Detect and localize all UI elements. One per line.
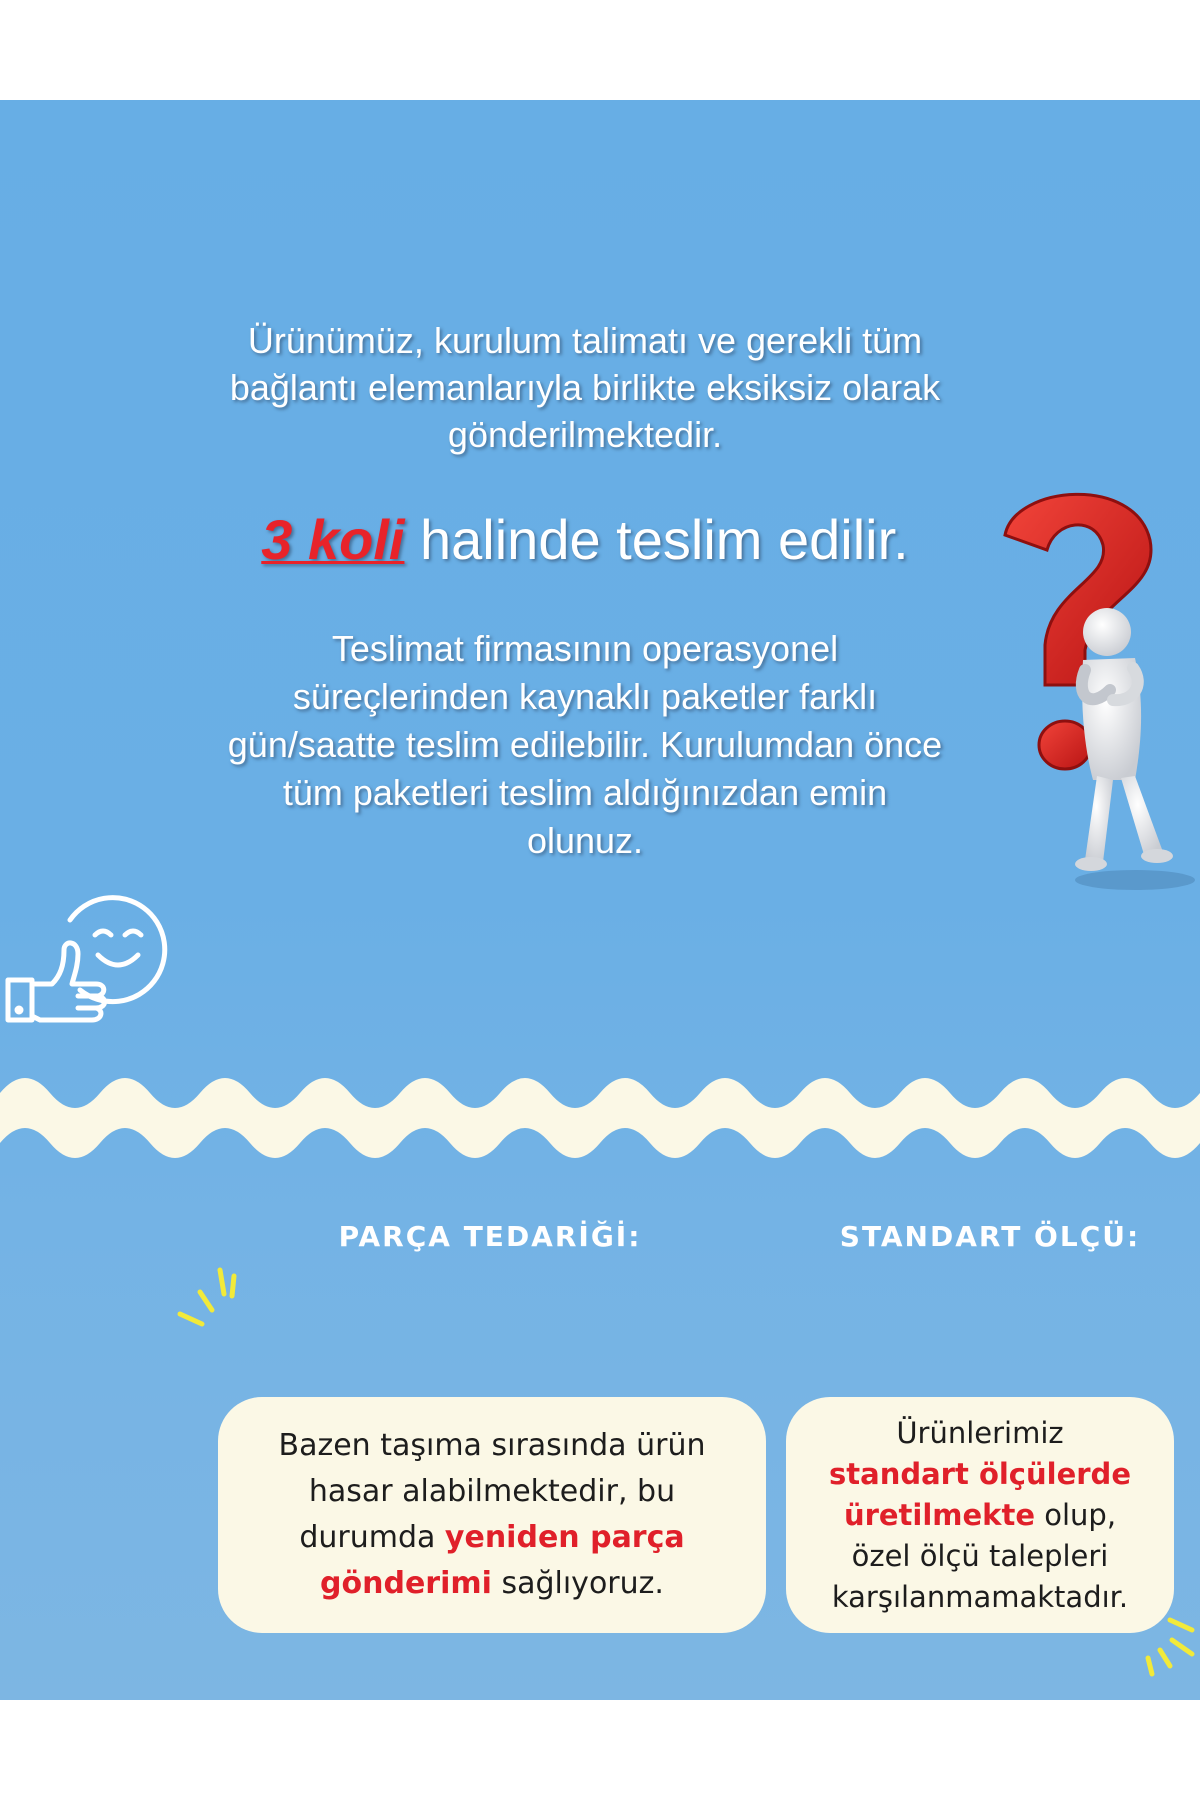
note-line-3: gün/saatte teslim edilebilir. Kurulumdan önce	[227, 724, 943, 765]
parts-line-4-post: sağlıyoruz.	[491, 1566, 664, 1601]
standard-highlight-1: standart ölçülerde	[829, 1456, 1131, 1491]
intro-line-2: bağlantı elemanlarıyla birlikte eksiksiz olarak	[229, 367, 941, 408]
parts-line-1: Bazen taşıma sırasında ürün	[278, 1428, 706, 1463]
wave-divider	[0, 1058, 1200, 1208]
standard-heading: STANDART ÖLÇÜ:	[839, 1220, 1141, 1253]
intro-text	[150, 317, 1020, 458]
parts-line-3-pre: durumda	[299, 1520, 445, 1555]
delivery-headline	[150, 505, 1020, 575]
question-mark-figure-icon	[985, 480, 1200, 900]
delivery-note	[150, 625, 1020, 865]
note-line-5: olunuz.	[526, 820, 644, 861]
standard-line-4: özel ölçü talepleri	[851, 1538, 1109, 1573]
standard-line-3-post: olup,	[1035, 1497, 1117, 1532]
standard-highlight-2: üretilmekte	[843, 1497, 1036, 1532]
package-count: 3 koli	[261, 508, 405, 571]
sparkle-lines-icon	[172, 1262, 242, 1332]
parts-line-2: hasar alabilmektedir, bu	[308, 1474, 676, 1509]
standard-line-1: Ürünlerimiz	[896, 1415, 1064, 1450]
standard-card	[786, 1397, 1174, 1633]
note-line-1: Teslimat firmasının operasyonel	[331, 628, 839, 669]
headline-rest: halinde teslim edilir.	[404, 508, 909, 571]
note-line-4: tüm paketleri teslim aldığınızdan emin	[282, 772, 888, 813]
intro-line-1: Ürünümüz, kurulum talimatı ve gerekli tüm	[247, 320, 923, 361]
parts-card-text	[279, 1423, 706, 1607]
thumbs-up-smiley-icon	[0, 880, 180, 1030]
intro-line-3: gönderilmektedir.	[447, 414, 723, 455]
parts-card	[218, 1397, 766, 1633]
standard-card-text	[829, 1413, 1131, 1618]
note-line-2: süreçlerinden kaynaklı paketler farklı	[292, 676, 878, 717]
parts-highlight-2: gönderimi	[320, 1566, 492, 1601]
standard-line-5: karşılanmamaktadır.	[831, 1579, 1129, 1614]
parts-highlight-1: yeniden parça	[444, 1520, 685, 1555]
info-panel	[0, 100, 1200, 1700]
parts-heading: PARÇA TEDARİĞİ:	[338, 1220, 642, 1253]
